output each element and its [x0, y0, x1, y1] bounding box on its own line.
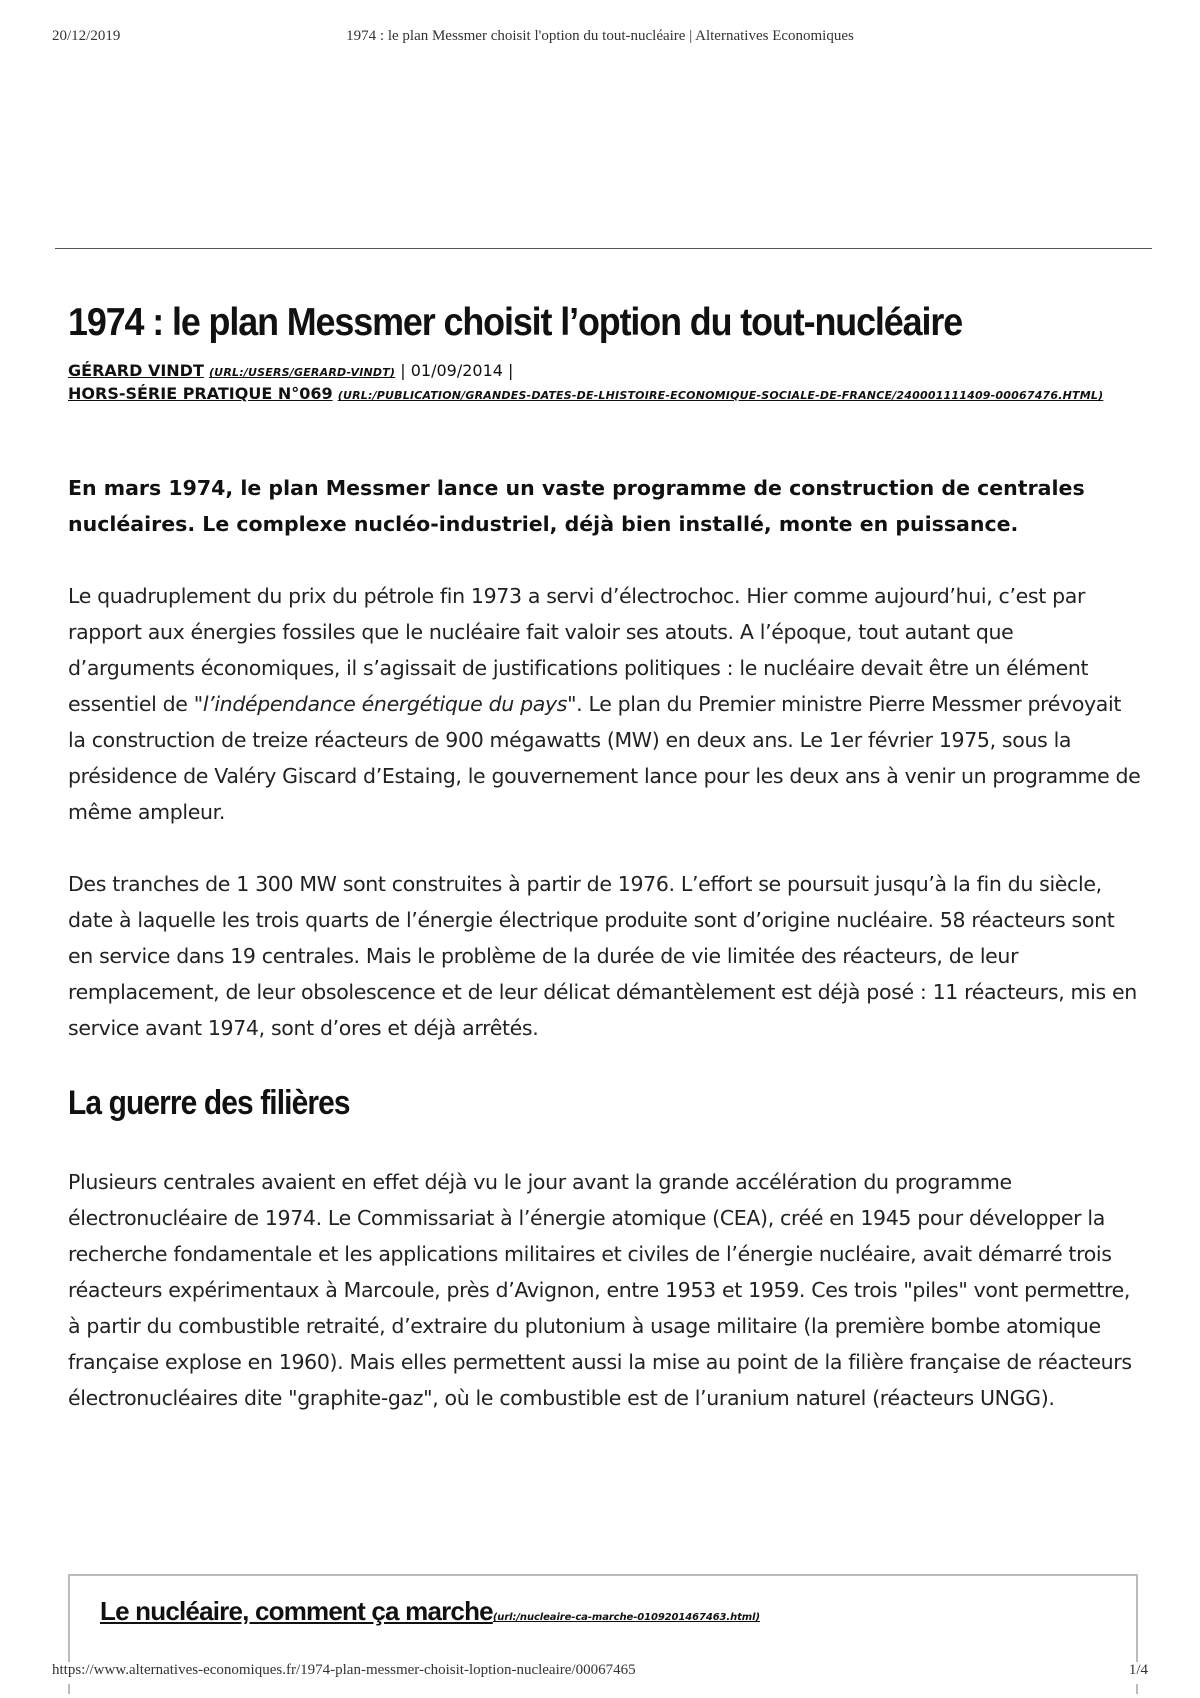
paragraph-1-start: Le quadruplement du prix du pétrole fin 1973 a servi d’électrochoc. Hier comme aujourd’hui, c’est par rapport aux énergies fossiles que le nucléaire fait valoir ses atouts. A l’époque, tout autant que d’arguments économiques, il s’agissait de justifications politiques : le nucléaire devait être un élément essentiel de — [68, 584, 1089, 716]
publication-link[interactable]: HORS-SÉRIE PRATIQUE N°069 — [68, 384, 333, 403]
divider — [55, 248, 1152, 249]
print-footer — [52, 1662, 1148, 1684]
paragraph-1-quote: "l’indépendance énergétique du pays" — [193, 692, 577, 716]
paragraph-1 — [68, 578, 1143, 830]
publish-date: | 01/09/2014 | — [400, 361, 514, 380]
print-date: 20/12/2019 — [52, 28, 121, 44]
byline-row — [68, 360, 1148, 383]
print-page-title: 1974 : le plan Messmer choisit l'option du tout-nucléaire | Alternatives Economiques — [346, 28, 854, 44]
print-url: https://www.alternatives-economiques.fr/1974-plan-messmer-choisit-loption-nucleaire/00067465 — [52, 1662, 636, 1678]
article-title: 1974 : le plan Messmer choisit l’option du tout-nucléaire — [68, 301, 963, 344]
print-header — [52, 28, 1148, 52]
publication-row — [68, 383, 1148, 406]
author-url[interactable]: (URL:/USERS/GERARD-VINDT) — [208, 366, 396, 379]
paragraph-1-end: . Le plan du Premier ministre Pierre Messmer prévoyait la construction de treize réacteurs de 900 mégawatts (MW) en deux ans. Le 1er février 1975, sous la présidence de Valéry Giscard d’Estaing, le gouvernement lance pour les deux ans à venir un programme de même ampleur. — [68, 692, 1141, 824]
article — [68, 296, 1148, 1416]
section-heading: La guerre des filières — [68, 1084, 350, 1122]
author-link[interactable]: GÉRARD VINDT — [68, 361, 204, 380]
paragraph-2: Des tranches de 1 300 MW sont construites à partir de 1976. L’effort se poursuit jusqu’à la fin du siècle, date à laquelle les trois quarts de l’énergie électrique produite sont d’origine nucléaire. 58 réacteurs sont en service dans 19 centrales. Mais le problème de la durée de vie limitée des réacteurs, de leur remplacement, de leur obsolescence et de leur délicat démantèlement est déjà posé : 11 réacteurs, mis en service avant 1974, sont d’ores et déjà arrêtés. — [68, 872, 1137, 1040]
page-number: 1/4 — [1128, 1662, 1148, 1678]
publication-url[interactable]: (URL:/PUBLICATION/GRANDES-DATES-DE-LHISTOIRE-ECONOMIQUE-SOCIALE-DE-FRANCE/240001111409-00067476.HTML) — [337, 389, 1104, 402]
related-article-title-row — [100, 1596, 760, 1627]
article-meta — [68, 360, 1148, 406]
paragraph-3: Plusieurs centrales avaient en effet déjà vu le jour avant la grande accélération du programme électronucléaire de 1974. Le Commissariat à l’énergie atomique (CEA), créé en 1945 pour développer la recherche fondamentale et les applications militaires et civiles de l’énergie nucléaire, avait démarré trois réacteurs expérimentaux à Marcoule, près d’Avignon, entre 1953 et 1959. Ces trois "piles" vont permettre, à partir du combustible retraité, d’extraire du plutonium à usage militaire (la première bombe atomique française explose en 1960). Mais elles permettent aussi la mise au point de la filière française de réacteurs électronucléaires dite "graphite-gaz", où le combustible est de l’uranium naturel (réacteurs UNGG). — [68, 1170, 1132, 1410]
related-article-url[interactable]: (url:/nucleaire-ca-marche-0109201467463.html) — [492, 1612, 760, 1623]
article-lead: En mars 1974, le plan Messmer lance un vaste programme de construction de centrales nucléaires. Le complexe nucléo-industriel, déjà bien installé, monte en puissance. — [68, 476, 1085, 536]
related-article-link[interactable]: Le nucléaire, comment ça marche — [100, 1596, 493, 1626]
